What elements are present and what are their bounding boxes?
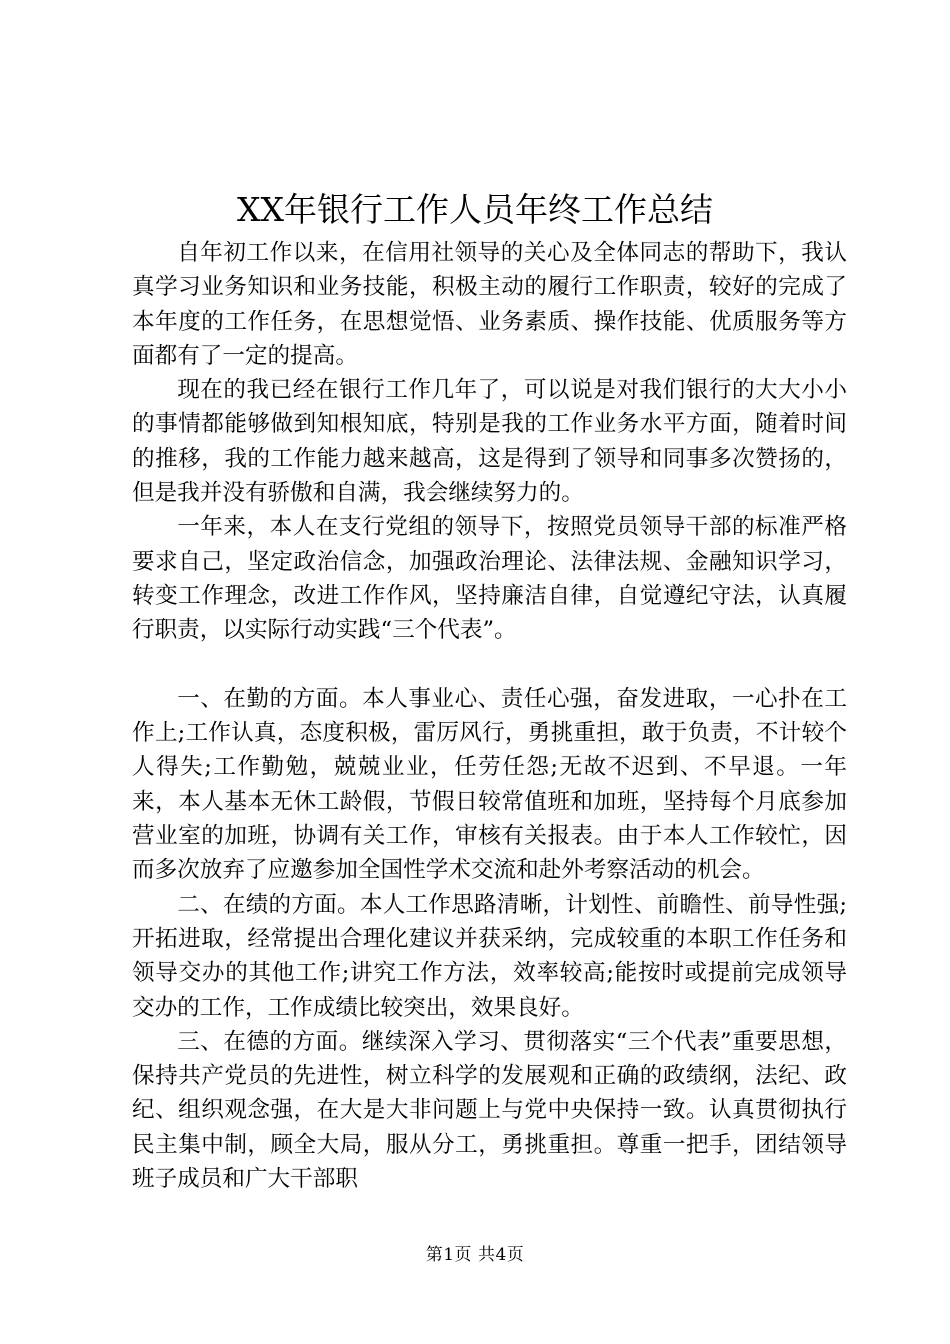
page-footer: 第1页 共4页 bbox=[425, 1245, 525, 1265]
paragraph-performance: 二、在绩的方面。本人工作思路清晰，计划性、前瞻性、前导性强;开拓进取，经常提出合理化建议并获采纳，完成较重的本职工作任务和领导交办的其他工作;讲究工作方法，效率较高;能按时或提前完成领导交办的工作，工作成绩比较突出，效果良好。 bbox=[132, 891, 847, 1021]
paragraph-morality: 三、在德的方面。继续深入学习、贯彻落实“三个代表”重要思想，保持共产党员的先进性，树立科学的发展观和正确的政绩纲，法纪、政纪、组织观念强，在大是大非问题上与党中央保持一致。认真贯彻执行民主集中制，顾全大局，服从分工，勇挑重担。尊重一把手，团结领导班子成员和广大干部职 bbox=[132, 1028, 847, 1193]
paragraph-diligence: 一、在勤的方面。本人事业心、责任心强，奋发进取，一心扑在工作上;工作认真，态度积极，雷厉风行，勇挑重担，敢于负责，不计较个人得失;工作勤勉，兢兢业业，任劳任怨;无故不迟到、不早退。一年来，本人基本无休工龄假，节假日较常值班和加班，坚持每个月底参加营业室的加班，协调有关工作，审核有关报表。由于本人工作较忙，因而多次放弃了应邀参加全国性学术交流和赴外考察活动的机会。 bbox=[132, 685, 847, 884]
paragraph-current-status: 现在的我已经在银行工作几年了，可以说是对我们银行的大大小小的事情都能够做到知根知底，特别是我的工作业务水平方面，随着时间的推移，我的工作能力越来越高，这是得到了领导和同事多次赞扬的，但是我并没有骄傲和自满，我会继续努力的。 bbox=[132, 377, 847, 507]
paragraph-spacer bbox=[132, 648, 847, 682]
document-title: XX年银行工作人员年终工作总结 bbox=[237, 190, 713, 229]
paragraph-intro: 自年初工作以来，在信用社领导的关心及全体同志的帮助下，我认真学习业务知识和业务技能，积极主动的履行工作职责，较好的完成了本年度的工作任务，在思想觉悟、业务素质、操作技能、优质服务等方面都有了一定的提高。 bbox=[132, 240, 847, 369]
paragraph-political-stance: 一年来，本人在支行党组的领导下，按照党员领导干部的标准严格要求自己，坚定政治信念，加强政治理论、法律法规、金融知识学习，转变工作理念，改进工作作风，坚持廉洁自律，自觉遵纪守法，认真履行职责，以实际行动实践“三个代表”。 bbox=[132, 514, 847, 644]
document-body bbox=[132, 236, 847, 1196]
